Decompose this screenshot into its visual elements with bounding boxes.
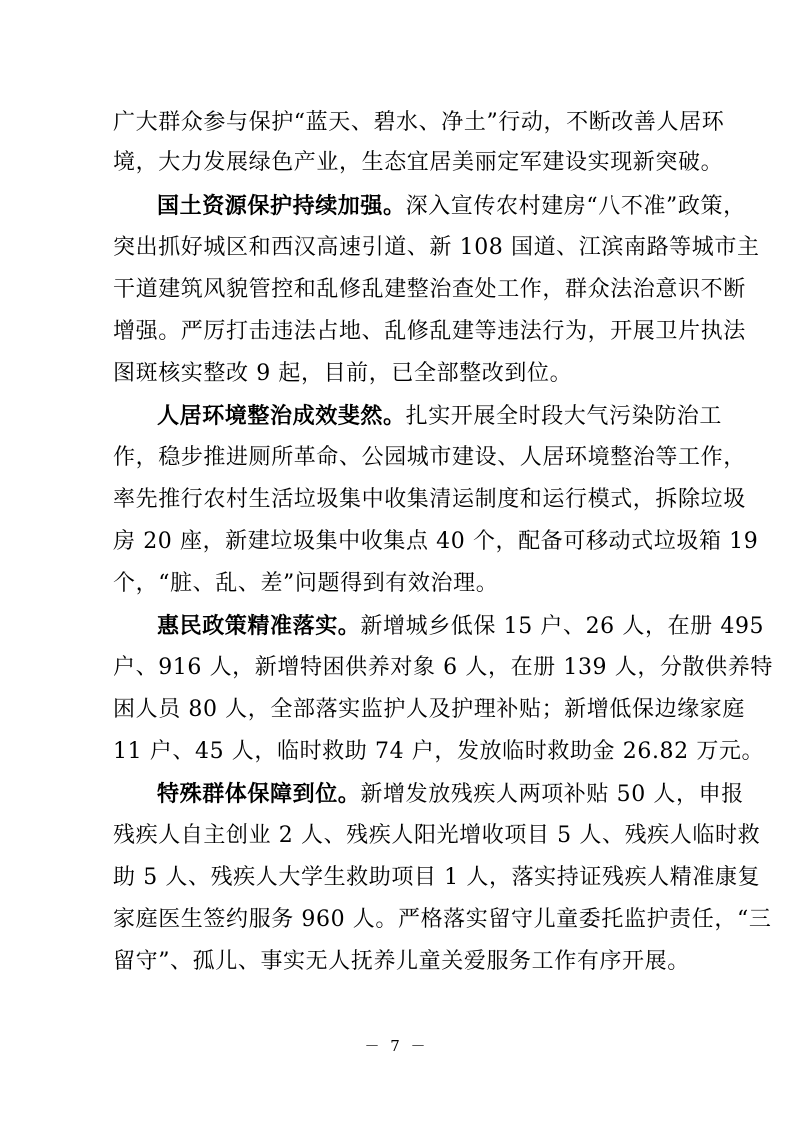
paragraph-5-line-3: 助 5 人、残疾人大学生救助项目 1 人，落实持证残疾人精准康复 [113,865,761,890]
paragraph-4-line-4: 11 户、45 人，临时救助 74 户，发放临时救助金 26.82 万元。 [113,739,765,764]
paragraph-5-first-line-text: 新增发放残疾人两项补贴 50 人，申报 [360,782,744,807]
paragraph-2-first-line-text: 深入宣传农村建房“八不准”政策， [405,194,746,219]
paragraph-4-first-line-text: 新增城乡低保 15 户、26 人，在册 495 [360,614,765,639]
paragraph-5-line-1 [157,774,744,814]
paragraph-3-first-line-text: 扎实开展全时段大气污染防治工 [405,404,723,429]
paragraph-2-line-4: 增强。严厉打击违法占地、乱修乱建等违法行为，开展卫片执法 [113,319,746,344]
paragraph-3-line-2: 作，稳步推进厕所革命、公园城市建设、人居环境整治等工作， [113,445,746,470]
paragraph-3-heading: 人居环境整治成效斐然。 [157,403,406,429]
paragraph-3-line-4: 房 20 座，新建垃圾集中收集点 40 个，配备可移动式垃圾箱 19 [113,529,759,554]
paragraph-1-line-1: 广大群众参与保护“蓝天、碧水、净土”行动，不断改善人居环 [113,110,725,135]
page-number: － 7 － [364,1037,429,1055]
paragraph-4-line-1 [157,606,765,646]
paragraph-3-line-5: 个，“脏、乱、差”问题得到有效治理。 [113,571,499,596]
paragraph-5-line-5: 留守”、孤儿、事实无人抚养儿童关爱服务工作有序开展。 [113,949,690,974]
paragraph-5-line-2: 残疾人自主创业 2 人、残疾人阳光增收项目 5 人、残疾人临时救 [113,823,761,848]
paragraph-3-line-3: 率先推行农村生活垃圾集中收集清运制度和运行模式，拆除垃圾 [113,487,746,512]
paragraph-4-heading: 惠民政策精准落实。 [157,613,361,639]
paragraph-3-line-1 [157,396,723,436]
paragraph-2-line-1 [157,186,746,226]
paragraph-2-line-5: 图斑核实整改 9 起，目前，已全部整改到位。 [113,361,573,386]
paragraph-4-line-3: 困人员 80 人，全部落实监护人及护理补贴；新增低保边缘家庭 [113,697,745,722]
paragraph-2-heading: 国土资源保护持续加强。 [157,193,406,219]
paragraph-5-heading: 特殊群体保障到位。 [157,781,361,807]
paragraph-1-line-2: 境，大力发展绿色产业，生态宜居美丽定军建设实现新突破。 [113,150,724,175]
paragraph-2-line-3: 干道建筑风貌管控和乱修乱建整治查处工作，群众法治意识不断 [113,277,746,302]
paragraph-5-line-4: 家庭医生签约服务 960 人。严格落实留守儿童委托监护责任，“三 [113,907,772,932]
paragraph-2-line-2: 突出抓好城区和西汉高速引道、新 108 国道、江滨南路等城市主 [113,235,760,260]
paragraph-4-line-2: 户、916 人，新增特困供养对象 6 人，在册 139 人，分散供养特 [113,655,773,680]
